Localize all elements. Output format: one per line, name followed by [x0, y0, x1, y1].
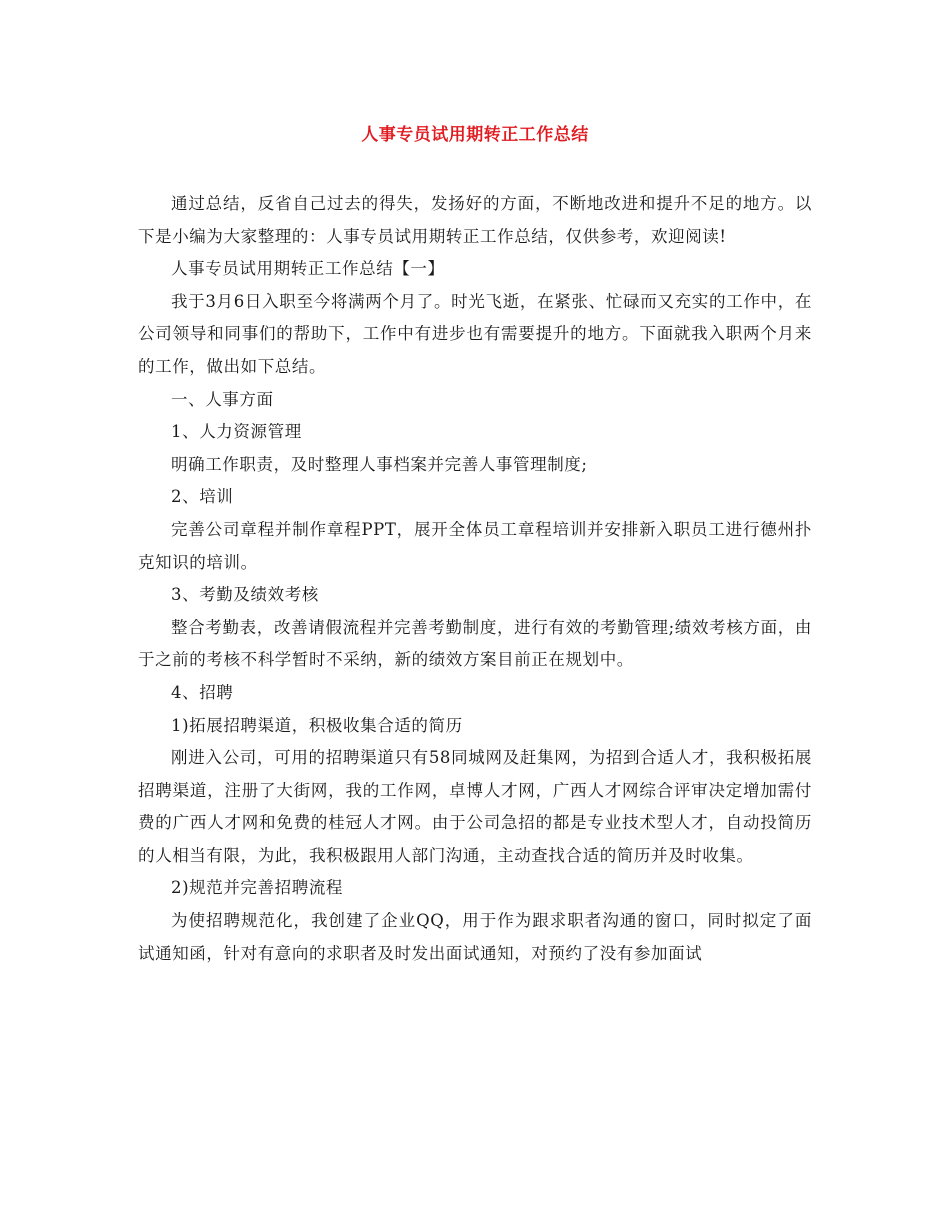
paragraph: 明确工作职责，及时整理人事档案并完善人事管理制度;	[171, 454, 588, 474]
section-heading: 一、人事方面	[171, 389, 274, 409]
paragraph: 为使招聘规范化，我创建了企业QQ，用于作为跟求职者沟通的窗口，同时拟定了面试通知函，针对有意向的求职者及时发出面试通知，对预约了没有参加面试	[138, 911, 812, 963]
paragraph: 我于3月6日入职至今将满两个月了。时光飞逝，在紧张、忙碌而又充实的工作中，在公司领导和同事们的帮助下，工作中有进步也有需要提升的地方。下面就我入职两个月来的工作，做出如下总结。	[138, 291, 812, 376]
paragraph: 完善公司章程并制作章程PPT，展开全体员工章程培训并安排新入职员工进行德州扑克知识的培训。	[138, 519, 812, 572]
subsection-heading: 4、招聘	[171, 682, 234, 702]
document-title: 人事专员试用期转正工作总结	[361, 125, 589, 145]
section-heading: 人事专员试用期转正工作总结【一】	[171, 259, 445, 279]
subsection-heading: 3、考勤及绩效考核	[171, 585, 319, 605]
document-body	[138, 188, 812, 970]
subsection-heading: 1、人力资源管理	[171, 422, 302, 442]
subsection-heading: 2、培训	[171, 487, 234, 507]
paragraph: 刚进入公司，可用的招聘渠道只有58同城网及赶集网，为招到合适人才，我积极拓展招聘渠道，注册了大街网，我的工作网，卓博人才网，广西人才网综合评审决定增加需付费的广西人才网和免费的桂冠人才网。由于公司急招的都是专业技术型人才，自动投简历的人相当有限，为此，我积极跟用人部门沟通，主动查找合适的简历并及时收集。	[138, 748, 812, 865]
paragraph-intro: 通过总结，反省自己过去的得失，发扬好的方面，不断地改进和提升不足的地方。以下是小编为大家整理的：人事专员试用期转正工作总结，仅供参考，欢迎阅读!	[138, 194, 812, 246]
paragraph: 整合考勤表，改善请假流程并完善考勤制度，进行有效的考勤管理;绩效考核方面，由于之前的考核不科学暂时不采纳，新的绩效方案目前正在规划中。	[138, 617, 812, 670]
list-item-heading: 1)拓展招聘渠道，积极收集合适的简历	[171, 715, 463, 735]
list-item-heading: 2)规范并完善招聘流程	[171, 878, 344, 898]
document-page	[138, 118, 812, 970]
